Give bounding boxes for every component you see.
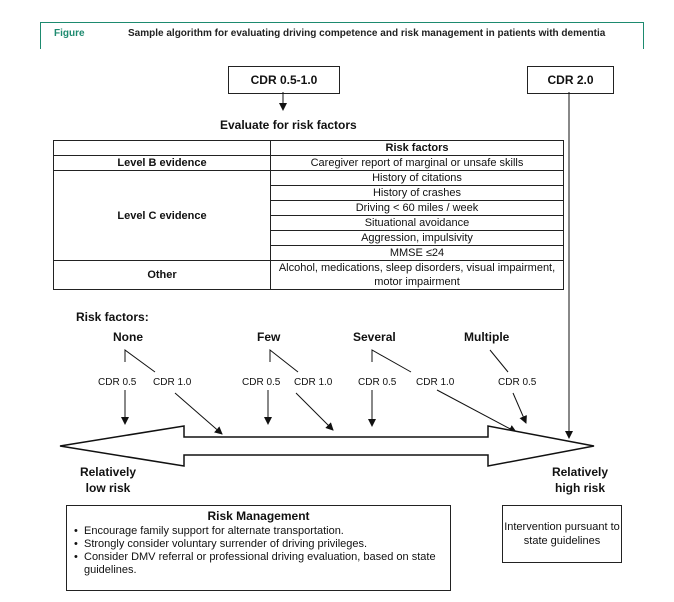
cdr-label-few-b: CDR 1.0 [294, 377, 333, 388]
figure-title: Sample algorithm for evaluating driving competence and risk management in patients with dementia [128, 28, 606, 39]
level-c-factor: Driving < 60 miles / week [271, 201, 564, 216]
cdr-label-several-b: CDR 1.0 [416, 377, 455, 388]
list-item: • Encourage family support for alternate transportation. [74, 525, 450, 538]
arrow-few-b [296, 393, 333, 430]
level-b-factor: Caregiver report of marginal or unsafe skills [271, 156, 564, 171]
level-c-factor: MMSE ≤24 [271, 246, 564, 261]
other-factor: Alcohol, medications, sleep disorders, visual impairment, motor impairment [271, 261, 564, 290]
risk-factors-heading: Risk factors: [76, 310, 149, 324]
branch-several [372, 350, 411, 372]
high-risk-label [535, 464, 625, 496]
risk-management-title: Risk Management [207, 509, 310, 523]
branch-none [125, 350, 155, 372]
evaluate-label: Evaluate for risk factors [220, 118, 357, 132]
level-c-label: Level C evidence [54, 171, 271, 261]
category-multiple: Multiple [464, 330, 510, 344]
other-label: Other [54, 261, 271, 290]
level-c-factor: History of crashes [271, 186, 564, 201]
risk-management-list [67, 525, 450, 577]
cdr-left-label: CDR 0.5-1.0 [250, 73, 318, 87]
level-c-factor: Situational avoidance [271, 216, 564, 231]
branch-few [270, 350, 298, 372]
cdr-right-label: CDR 2.0 [547, 73, 594, 87]
figure-label: Figure [54, 28, 85, 39]
level-c-factor: Aggression, impulsivity [271, 231, 564, 246]
list-item: • Strongly consider voluntary surrender of driving privileges. [74, 538, 450, 551]
intervention-box [502, 505, 622, 563]
high-risk-line1: Relatively [551, 465, 609, 479]
arrow-multiple-a [513, 393, 526, 423]
table-header: Risk factors [271, 141, 564, 156]
category-none: None [113, 330, 143, 344]
risk-spectrum-arrow [60, 426, 594, 466]
intervention-text: Intervention pursuant to state guidelines [504, 521, 620, 547]
cdr-label-few-a: CDR 0.5 [242, 377, 281, 388]
list-item: • Consider DMV referral or professional driving evaluation, based on state guidelines. [74, 551, 450, 577]
high-risk-line2: high risk [554, 481, 605, 495]
cdr-label-none-a: CDR 0.5 [98, 377, 137, 388]
level-b-label: Level B evidence [54, 156, 271, 171]
cdr-label-multiple-a: CDR 0.5 [498, 377, 537, 388]
cdr-label-several-a: CDR 0.5 [358, 377, 397, 388]
arrow-several-b [437, 390, 516, 432]
cdr-label-none-b: CDR 1.0 [153, 377, 192, 388]
category-several: Several [353, 330, 396, 344]
level-c-factor: History of citations [271, 171, 564, 186]
low-risk-line1: Relatively [79, 465, 137, 479]
category-few: Few [257, 330, 281, 344]
risk-management-box [66, 505, 451, 591]
branch-multiple [490, 350, 508, 372]
low-risk-label [63, 464, 153, 496]
low-risk-line2: low risk [85, 481, 131, 495]
